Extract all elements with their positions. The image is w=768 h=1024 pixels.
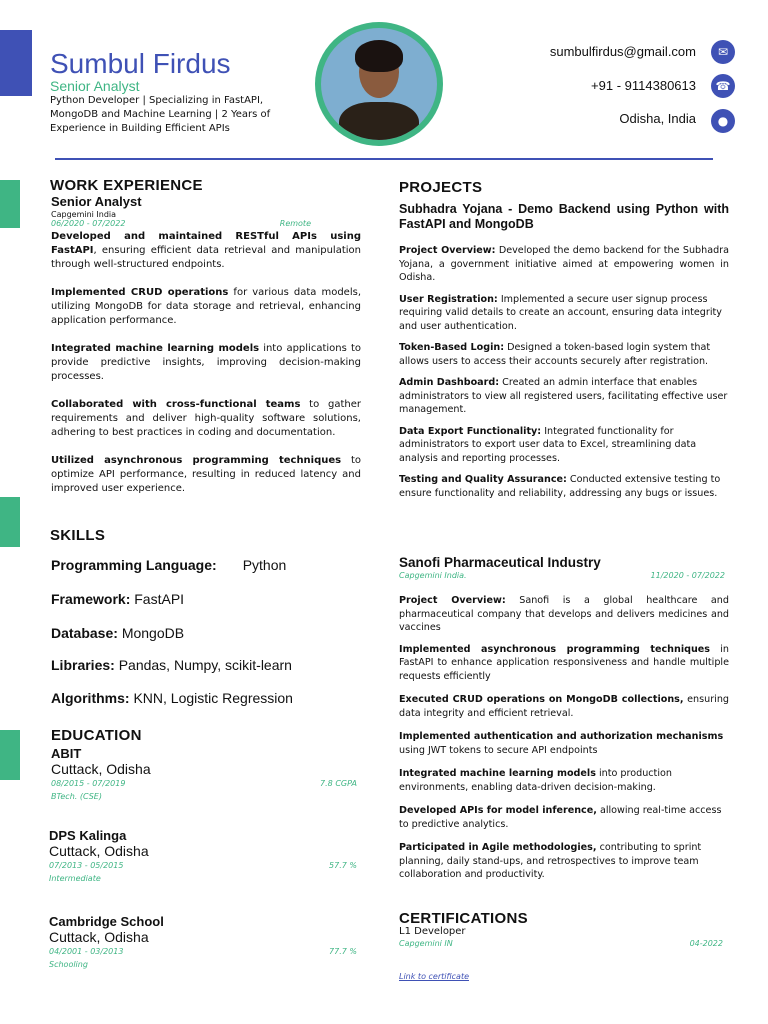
project-item: Integrated machine learning models into production environments, enabling data-driven decision-making. <box>399 768 672 793</box>
header-divider <box>55 158 713 160</box>
certifications-heading: CERTIFICATIONS <box>399 910 528 927</box>
certificate-link[interactable]: Link to certificate <box>399 972 469 981</box>
education-heading: EDUCATION <box>51 727 142 744</box>
contact-email[interactable]: sumbulfirdus@gmail.com <box>549 44 696 59</box>
job-mode: Remote <box>279 219 311 228</box>
contact-location: Odisha, India <box>619 111 696 126</box>
project-item: Admin Dashboard: Created an admin interface that enables administrators to view all registered users, facilitating effective user management. <box>399 377 728 415</box>
certification-title: L1 Developer <box>399 926 466 937</box>
work-item: Collaborated with cross-functional teams to gather requirements and deliver high-quality software solutions, adhering to best practices in coding and documentation. <box>51 399 361 438</box>
job-dates: 06/2020 - 07/2022 <box>51 219 126 228</box>
certification-date: 04-2022 <box>689 939 723 948</box>
accent-bar-skills <box>0 497 20 547</box>
skill-framework: Framework: FastAPI <box>51 591 185 607</box>
project-item: Testing and Quality Assurance: Conducted extensive testing to ensure functionality and reliability, addressing any bugs or issues. <box>399 474 721 499</box>
project-subhadra <box>399 202 729 500</box>
profile-photo <box>315 22 443 146</box>
project-item: Developed APIs for model inference, allowing real-time access to predictive analytics. <box>399 805 722 830</box>
candidate-name: Sumbul Firdus <box>50 48 231 79</box>
map-pin-icon: ● <box>711 109 735 133</box>
project-item: Project Overview: Developed the demo backend for the Subhadra Yojana, a government initiative aimed at empowering women in Odisha. <box>399 245 729 283</box>
project-dates-row: Capgemini India. 11/2020 - 07/2022 <box>399 571 725 580</box>
education-item: DPS Kalinga Cuttack, Odisha 07/2013 - 05/2015 57.7 % Intermediate <box>49 828 357 883</box>
project-title: Sanofi Pharmaceutical Industry <box>399 555 601 570</box>
skill-database: Database: MongoDB <box>51 625 185 641</box>
project-item: User Registration: Implemented a secure user signup process requiring valid details to create an account, ensuring data integrity and user authentication. <box>399 293 722 332</box>
skills-heading: SKILLS <box>50 527 106 544</box>
project-item: Token-Based Login: Designed a token-based login system that allows users to access their accounts securely after registration. <box>399 342 711 367</box>
project-title: Subhadra Yojana - Demo Backend using Python with FastAPI and MongoDB <box>399 202 729 231</box>
candidate-tagline: Python Developer | Specializing in FastAPI, MongoDB and Machine Learning | 2 Years of Experience in Building Efficient APIs <box>50 95 271 134</box>
project-item: Implemented asynchronous programming techniques in FastAPI to enhance application responsiveness and handle multiple requests efficiently <box>399 643 730 682</box>
project-item: Data Export Functionality: Integrated functionality for administrators to export user data to Excel, streamlining data analysis and reporting processes. <box>399 425 697 464</box>
project-sanofi <box>399 555 729 882</box>
certification-item <box>399 926 729 983</box>
envelope-icon: ✉ <box>711 40 735 64</box>
accent-bar-header <box>0 30 32 96</box>
certification-issuer: Capgemini IN <box>399 939 453 948</box>
candidate-role: Senior Analyst <box>50 78 140 94</box>
work-item: Utilized asynchronous programming techniques to optimize API performance, resulting in reduced latency and improved user experience. <box>51 455 361 494</box>
projects-heading: PROJECTS <box>399 179 483 196</box>
project-item: Executed CRUD operations on MongoDB collections, ensuring data integrity and efficient retrieval. <box>399 694 729 719</box>
work-heading: WORK EXPERIENCE <box>50 177 203 194</box>
job-title: Senior Analyst <box>51 194 142 209</box>
contact-phone: +91 - 9114380613 <box>591 78 696 93</box>
skill-algorithms: Algorithms: KNN, Logistic Regression <box>51 690 293 706</box>
accent-bar-education <box>0 730 20 780</box>
skill-programming-language: Programming Language: Python <box>51 557 287 573</box>
job-company: Capgemini India <box>51 210 117 219</box>
education-item: ABIT Cuttack, Odisha 08/2015 - 07/2019 7.8 CGPA BTech. (CSE) <box>51 746 357 801</box>
project-item: Participated in Agile methodologies, contributing to sprint planning, daily stand-ups, and retrospectives to improve team collaboration and productivity. <box>399 842 702 880</box>
work-item: Implemented CRUD operations for various data models, utilizing MongoDB for data storage and retrieval, enhancing application performance. <box>51 287 361 326</box>
project-item: Implemented authentication and authorization mechanisms using JWT tokens to secure API endpoints <box>399 731 724 756</box>
accent-bar-work <box>0 180 20 228</box>
work-item: Integrated machine learning models into applications to provide predictive insights, improving decision-making processes. <box>51 343 361 382</box>
telephone-icon: ☎ <box>711 74 735 98</box>
skill-libraries: Libraries: Pandas, Numpy, scikit-learn <box>51 657 292 673</box>
project-item: Project Overview: Sanofi is a global healthcare and pharmaceutical company that develops and delivers medicines and vaccines <box>399 595 729 633</box>
work-section <box>51 194 361 496</box>
work-item: Developed and maintained RESTful APIs using FastAPI, ensuring efficient data retrieval and manipulation through well-structured endpoints. <box>51 231 361 270</box>
job-dates-row <box>51 219 351 228</box>
education-item: Cambridge School Cuttack, Odisha 04/2001 - 03/2013 77.7 % Schooling <box>49 914 357 969</box>
